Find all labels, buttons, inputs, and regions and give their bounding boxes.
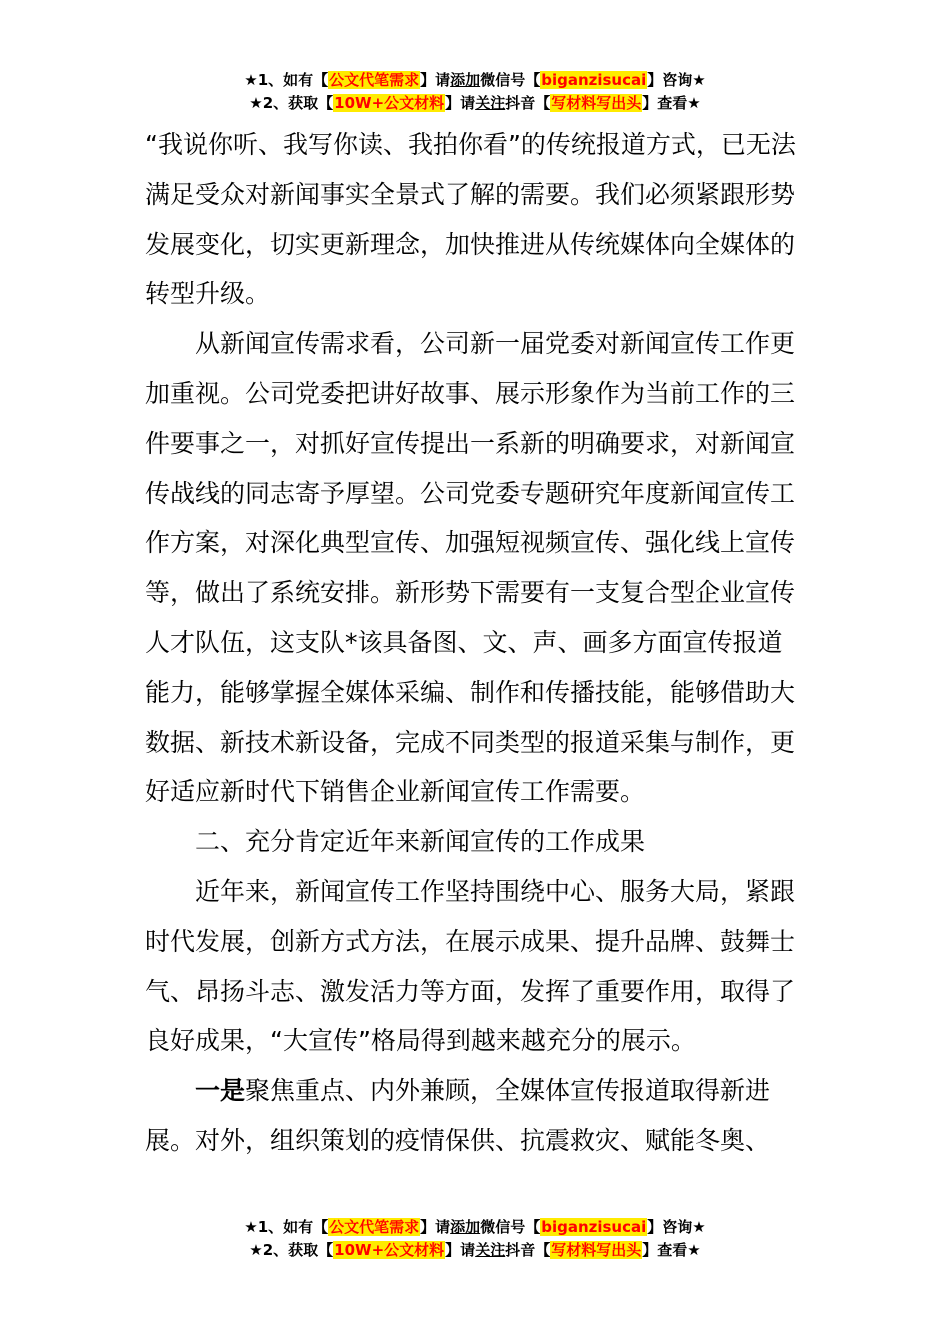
banner-text: 】请 <box>420 1218 451 1236</box>
banner-emphasis: 添加 <box>450 71 481 89</box>
banner-text: 2、获取【 <box>262 94 334 112</box>
point-text: 聚焦重点、内外兼顾，全媒体宣传报道取得新进展。对外，组织策划的疫情保供、抗震救灾、赋能冬奥、 <box>145 1076 771 1155</box>
banner-text: 1、如有【 <box>257 1218 329 1236</box>
banner-text: 1、如有【 <box>257 71 329 89</box>
banner-text: 】请 <box>445 1241 476 1259</box>
star-icon: ★ <box>244 1218 258 1236</box>
star-icon: ★ <box>692 1218 706 1236</box>
banner-text: 】请 <box>420 71 451 89</box>
banner-text: 2、获取【 <box>262 1241 334 1259</box>
point-lead: 一是 <box>195 1076 246 1106</box>
star-icon: ★ <box>249 94 263 112</box>
banner-line-2 <box>0 92 950 115</box>
header-banner <box>0 69 950 115</box>
banner-emphasis: 关注 <box>475 94 506 112</box>
highlight-wechat-id: biganzisucai <box>541 71 647 89</box>
highlight-materials: 10W+公文材料 <box>334 1241 445 1259</box>
banner-text: 抖音【 <box>505 94 551 112</box>
star-icon: ★ <box>687 94 701 112</box>
highlight-douyin-account: 写材料写出头 <box>551 1241 642 1259</box>
banner-text: 抖音【 <box>505 1241 551 1259</box>
highlight-wechat-id: biganzisucai <box>541 1218 647 1236</box>
banner-line-1 <box>0 69 950 92</box>
highlight-materials: 10W+公文材料 <box>334 94 445 112</box>
star-icon: ★ <box>249 1241 263 1259</box>
banner-emphasis: 添加 <box>450 1218 481 1236</box>
banner-emphasis: 关注 <box>475 1241 506 1259</box>
paragraph-news-demand: 从新闻宣传需求看，公司新一届党委对新闻宣传工作更加重视。公司党委把讲好故事、展示形象作为当前工作的三件要事之一，对抓好宣传提出一系新的明确要求，对新闻宣传战线的同志寄予厚望。公司党委专题研究年度新闻宣传工作方案，对深化典型宣传、加强短视频宣传、强化线上宣传等，做出了系统安排。新形势下需要有一支复合型企业宣传人才队伍，这支队*该具备图、文、声、画多方面宣传报道能力，能够掌握全媒体采编、制作和传播技能，能够借助大数据、新技术新设备，完成不同类型的报道采集与制作，更好适应新时代下销售企业新闻宣传工作需要。 <box>145 329 796 807</box>
star-icon: ★ <box>692 71 706 89</box>
banner-line-1 <box>0 1216 950 1239</box>
banner-text: 】查看 <box>642 94 688 112</box>
banner-text: 】咨询 <box>647 1218 693 1236</box>
star-icon: ★ <box>687 1241 701 1259</box>
banner-text: 】请 <box>445 94 476 112</box>
paragraph-continuation: “我说你听、我写你读、我拍你看”的传统报道方式，已无法满足受众对新闻事实全景式了解的需要。我们必须紧跟形势发展变化，切实更新理念，加快推进从传统媒体向全媒体的转型升级。 <box>145 130 796 309</box>
paragraph-achievements: 近年来，新闻宣传工作坚持围绕中心、服务大局，紧跟时代发展，创新方式方法，在展示成果、提升品牌、鼓舞士气、昂扬斗志、激发活力等方面，发挥了重要作用，取得了良好成果，“大宣传”格局得到越来越充分的展示。 <box>145 876 796 1056</box>
paragraph-point-one <box>145 1066 805 1166</box>
banner-text: 】查看 <box>642 1241 688 1259</box>
highlight-douyin-account: 写材料写出头 <box>551 94 642 112</box>
highlight-service: 公文代笔需求 <box>329 71 420 89</box>
banner-line-2 <box>0 1239 950 1262</box>
footer-banner <box>0 1216 950 1262</box>
section-heading-2: 二、充分肯定近年来新闻宣传的工作成果 <box>195 827 646 857</box>
document-body <box>145 120 805 1166</box>
highlight-service: 公文代笔需求 <box>329 1218 420 1236</box>
banner-text: 】咨询 <box>647 71 693 89</box>
banner-text: 微信号【 <box>480 1218 541 1236</box>
star-icon: ★ <box>244 71 258 89</box>
banner-text: 微信号【 <box>480 71 541 89</box>
